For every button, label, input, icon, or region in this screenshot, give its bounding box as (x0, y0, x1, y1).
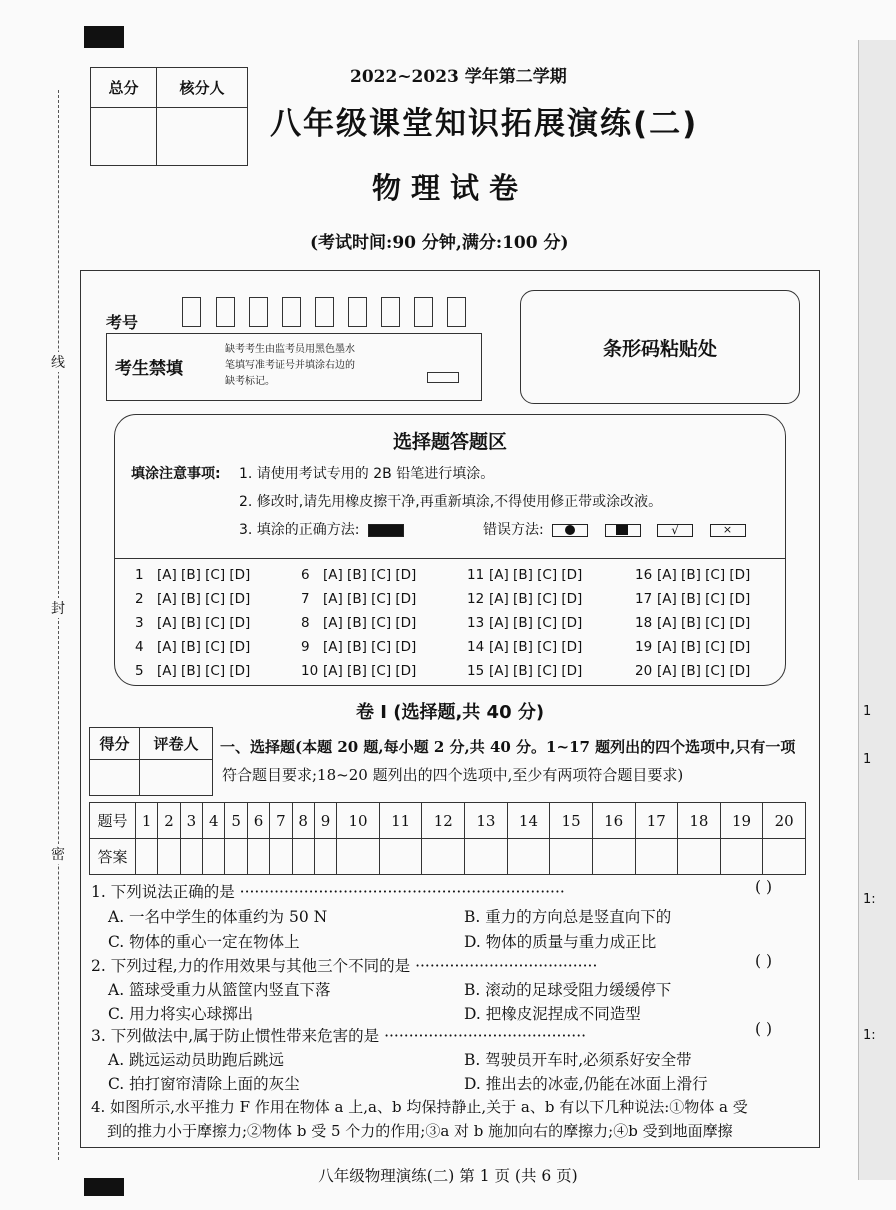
bubble-question-number: 6 (301, 567, 310, 583)
answer-cell[interactable] (136, 839, 158, 875)
question-number-cell: 3 (180, 803, 202, 839)
bubble-row[interactable] (301, 639, 416, 655)
absent-label: 考生禁填 (115, 359, 183, 379)
next-page-edge (858, 40, 896, 1180)
exam-no-label: 考号 (106, 313, 139, 332)
correct-fill-sample (368, 524, 404, 537)
bubble-options[interactable]: [A] [B] [C] [D] (157, 663, 251, 679)
question-number-cell: 1 (136, 803, 158, 839)
bubble-row[interactable] (135, 615, 250, 631)
q3-stem: 3. 下列做法中,属于防止惯性带来危害的是 ········································· (91, 1027, 587, 1045)
barcode-area (520, 290, 800, 404)
exam-no-box[interactable] (282, 297, 301, 327)
bubble-row[interactable] (467, 591, 582, 607)
answer-label: 答案 (90, 839, 136, 875)
q1-option-a: A. 一名中学生的体重约为 50 N (108, 908, 328, 926)
q4-line-1: 4. 如图所示,水平推力 F 作用在物体 a 上,a、b 均保持静止,关于 a、b 有以下几种说法:①物体 a 受 (91, 1098, 748, 1116)
exam-no-box[interactable] (348, 297, 367, 327)
page-footer: 八年级物理演练(二) 第 1 页 (共 6 页) (318, 1167, 578, 1185)
wrong-dot-sample (552, 524, 588, 537)
notes-label: 填涂注意事项: (131, 466, 221, 482)
bubble-row[interactable] (635, 591, 750, 607)
bubble-question-number: 17 (635, 591, 653, 607)
bubble-question-number: 13 (467, 615, 485, 631)
bubble-options[interactable]: [A] [B] [C] [D] (489, 567, 583, 583)
question-number-cell: 18 (678, 803, 721, 839)
answer-cell[interactable] (203, 839, 225, 875)
q2-option-d: D. 把橡皮泥捏成不同造型 (464, 1005, 641, 1023)
edge-char: 1: (863, 892, 876, 907)
section1-score-label: 得分 (90, 728, 140, 760)
binding-char-mi: 密 (44, 844, 72, 864)
edge-char: 1: (863, 1028, 876, 1043)
bubble-options[interactable]: [A] [B] [C] [D] (157, 615, 251, 631)
total-score-label: 总分 (91, 68, 157, 108)
absent-note-box (106, 333, 482, 401)
answer-cell[interactable] (180, 839, 202, 875)
section1-desc-text: 一、选择题(本题 20 题,每小题 2 分,共 40 分。1~17 题列出的四个选项中,只有一项 (220, 738, 796, 756)
bubble-row[interactable] (135, 567, 250, 583)
bubble-question-number: 14 (467, 639, 485, 655)
binding-char-feng: 封 (44, 598, 72, 618)
exam-no-box[interactable] (447, 297, 466, 327)
exam-no-box[interactable] (216, 297, 235, 327)
answer-cell[interactable] (550, 839, 593, 875)
answer-cell[interactable] (337, 839, 380, 875)
binding-char-xian: 线 (44, 352, 72, 372)
bubble-row[interactable] (635, 639, 750, 655)
bubble-question-number: 2 (135, 591, 144, 607)
answer-cell[interactable] (292, 839, 314, 875)
question-number-cell: 16 (592, 803, 635, 839)
bubble-row[interactable] (301, 591, 416, 607)
question-number-cell: 15 (550, 803, 593, 839)
q2-option-c: C. 用力将实心球掷出 (108, 1005, 254, 1023)
bubble-question-number: 20 (635, 663, 653, 679)
q3-option-b: B. 驾驶员开车时,必须系好安全带 (464, 1051, 692, 1069)
bubble-row[interactable] (635, 663, 750, 679)
bubble-options[interactable]: [A] [B] [C] [D] (157, 639, 251, 655)
total-score-table (90, 67, 248, 166)
answer-cell[interactable] (247, 839, 269, 875)
bubble-row[interactable] (135, 663, 250, 679)
q3-answer-paren[interactable]: ( ) (755, 1020, 773, 1038)
bubble-options[interactable]: [A] [B] [C] [D] (157, 591, 251, 607)
absent-mark-box[interactable] (427, 372, 459, 383)
bubble-question-number: 1 (135, 567, 144, 583)
bubble-options[interactable]: [A] [B] [C] [D] (323, 591, 417, 607)
correct-method-label: 3. 填涂的正确方法: (239, 522, 360, 538)
bubble-options[interactable]: [A] [B] [C] [D] (323, 663, 417, 679)
note-line-3 (239, 519, 404, 539)
term-heading: 2022~2023 学年第二学期 (350, 67, 567, 87)
answer-cell[interactable] (720, 839, 763, 875)
wrong-cross-sample (710, 524, 746, 537)
cross-icon: × (722, 522, 733, 536)
bubble-question-number: 18 (635, 615, 653, 631)
bubble-options[interactable]: [A] [B] [C] [D] (323, 639, 417, 655)
q3-option-d: D. 推出去的冰壶,仍能在冰面上滑行 (464, 1075, 708, 1093)
bubble-row[interactable] (301, 567, 416, 583)
note-line-2: 2. 修改时,请先用橡皮擦干净,再重新填涂,不得使用修正带或涂改液。 (239, 494, 663, 510)
answer-cell[interactable] (314, 839, 336, 875)
bubble-options[interactable]: [A] [B] [C] [D] (657, 567, 751, 583)
answer-cell[interactable] (465, 839, 508, 875)
question-number-cell: 19 (720, 803, 763, 839)
question-number-cell: 9 (314, 803, 336, 839)
subject-title: 物理试卷 (372, 171, 529, 205)
alignment-mark-top (84, 26, 124, 48)
q2-option-b: B. 滚动的足球受阻力缓缓停下 (464, 981, 672, 999)
answer-cell[interactable] (158, 839, 180, 875)
edge-char: 1 (863, 752, 872, 767)
bubble-options[interactable]: [A] [B] [C] [D] (489, 663, 583, 679)
answer-table-number-row (90, 803, 806, 839)
section1-grader-label: 评卷人 (140, 728, 213, 760)
section1-score-table (89, 727, 213, 796)
barcode-label: 条形码粘贴处 (602, 337, 717, 360)
answer-cell[interactable] (379, 839, 422, 875)
bubble-question-number: 11 (467, 567, 485, 583)
checker-label: 核分人 (157, 68, 248, 108)
section1-score-cell[interactable] (90, 760, 140, 796)
section1-desc-1 (220, 736, 795, 757)
answer-cell[interactable] (507, 839, 550, 875)
answer-table (89, 802, 806, 875)
bubble-options[interactable]: [A] [B] [C] [D] (657, 615, 751, 631)
q1-stem: 1. 下列说法正确的是 ·································································· (91, 883, 565, 901)
exam-info: (考试时间:90 分钟,满分:100 分) (310, 233, 569, 253)
q1-option-b: B. 重力的方向总是竖直向下的 (464, 908, 672, 926)
bubble-question-number: 12 (467, 591, 485, 607)
note-line-1: 1. 请使用考试专用的 2B 铅笔进行填涂。 (239, 466, 495, 482)
exam-no-box[interactable] (381, 297, 400, 327)
question-number-cell: 5 (225, 803, 247, 839)
bubble-question-number: 3 (135, 615, 144, 631)
bubble-question-number: 16 (635, 567, 653, 583)
bubble-row[interactable] (467, 663, 582, 679)
answer-area-divider (115, 558, 785, 559)
bubble-row[interactable] (635, 567, 750, 583)
bubble-options[interactable]: [A] [B] [C] [D] (323, 615, 417, 631)
bubble-question-number: 19 (635, 639, 653, 655)
bubble-row[interactable] (467, 567, 582, 583)
choice-answer-area (114, 414, 786, 686)
bubble-row[interactable] (635, 615, 750, 631)
bubble-options[interactable]: [A] [B] [C] [D] (489, 615, 583, 631)
wrong-methods (483, 519, 746, 539)
bubble-options[interactable]: [A] [B] [C] [D] (657, 639, 751, 655)
answer-cell[interactable] (763, 839, 806, 875)
bubble-question-number: 9 (301, 639, 310, 655)
exam-no-box[interactable] (182, 297, 201, 327)
exam-no-box[interactable] (414, 297, 433, 327)
answer-cell[interactable] (270, 839, 292, 875)
question-number-cell: 7 (270, 803, 292, 839)
bubble-options[interactable]: [A] [B] [C] [D] (657, 591, 751, 607)
question-number-cell: 4 (203, 803, 225, 839)
q2-answer-paren[interactable]: ( ) (755, 952, 773, 970)
q2-stem: 2. 下列过程,力的作用效果与其他三个不同的是 ····································· (91, 957, 598, 975)
wrong-check-sample (657, 524, 693, 537)
edge-char: 1 (863, 704, 872, 719)
exam-title: 八年级课堂知识拓展演练(二) (270, 106, 699, 142)
bubble-row[interactable] (467, 615, 582, 631)
bubble-options[interactable]: [A] [B] [C] [D] (157, 567, 251, 583)
bubble-question-number: 15 (467, 663, 485, 679)
bubble-question-number: 7 (301, 591, 310, 607)
question-number-cell: 6 (247, 803, 269, 839)
q2-option-a: A. 篮球受重力从篮筐内竖直下落 (108, 981, 331, 999)
bubble-row[interactable] (301, 615, 416, 631)
bubble-question-number: 8 (301, 615, 310, 631)
question-number-cell: 14 (507, 803, 550, 839)
answer-area-title: 选择题答题区 (392, 431, 507, 453)
total-score-cell[interactable] (91, 108, 157, 166)
wrong-method-label: 错误方法: (483, 522, 544, 538)
bubble-row[interactable] (135, 639, 250, 655)
question-number-cell: 20 (763, 803, 806, 839)
bubble-question-number: 10 (301, 663, 319, 679)
exam-no-box[interactable] (249, 297, 268, 327)
absent-note-line: 缺考考生由监考员用黑色墨水 (225, 344, 355, 355)
exam-no-box[interactable] (315, 297, 334, 327)
q1-answer-paren[interactable]: ( ) (755, 878, 773, 896)
answer-cell[interactable] (225, 839, 247, 875)
question-number-cell: 10 (337, 803, 380, 839)
bubble-question-number: 4 (135, 639, 144, 655)
bubble-options[interactable]: [A] [B] [C] [D] (657, 663, 751, 679)
section1-desc-2: 符合题目要求;18~20 题列出的四个选项中,至少有两项符合题目要求) (222, 766, 684, 784)
question-number-cell: 12 (422, 803, 465, 839)
bubble-row[interactable] (135, 591, 250, 607)
q1-option-c: C. 物体的重心一定在物体上 (108, 933, 300, 951)
absent-note-line: 笔填写准考证号并填涂右边的 (225, 360, 355, 371)
answer-cell[interactable] (592, 839, 635, 875)
bubble-row[interactable] (301, 663, 416, 679)
absent-note-line: 缺考标记。 (225, 376, 275, 387)
section1-grader-cell[interactable] (140, 760, 213, 796)
binding-line (58, 90, 59, 1160)
answer-cell[interactable] (678, 839, 721, 875)
bubble-options[interactable]: [A] [B] [C] [D] (323, 567, 417, 583)
answer-cell[interactable] (422, 839, 465, 875)
question-number-cell: 13 (465, 803, 508, 839)
answer-cell[interactable] (635, 839, 678, 875)
answer-table-answer-row (90, 839, 806, 875)
question-number-cell: 17 (635, 803, 678, 839)
checker-cell[interactable] (157, 108, 248, 166)
bubble-options[interactable]: [A] [B] [C] [D] (489, 591, 583, 607)
section1-title: 卷 I (选择题,共 40 分) (356, 702, 545, 723)
bubble-row[interactable] (467, 639, 582, 655)
q4-line-2: 到的推力小于摩擦力;②物体 b 受 5 个力的作用;③a 对 b 施加向右的摩擦力;④b 受到地面摩擦 (107, 1122, 733, 1140)
wrong-half-sample (605, 524, 641, 537)
bubble-options[interactable]: [A] [B] [C] [D] (489, 639, 583, 655)
check-icon: √ (671, 522, 679, 537)
bubble-question-number: 5 (135, 663, 144, 679)
question-number-cell: 8 (292, 803, 314, 839)
question-number-label: 题号 (90, 803, 136, 839)
q1-option-d: D. 物体的质量与重力成正比 (464, 933, 657, 951)
q3-option-a: A. 跳远运动员助跑后跳远 (108, 1051, 285, 1069)
question-number-cell: 2 (158, 803, 180, 839)
q3-option-c: C. 拍打窗帘清除上面的灰尘 (108, 1075, 300, 1093)
question-number-cell: 11 (379, 803, 422, 839)
